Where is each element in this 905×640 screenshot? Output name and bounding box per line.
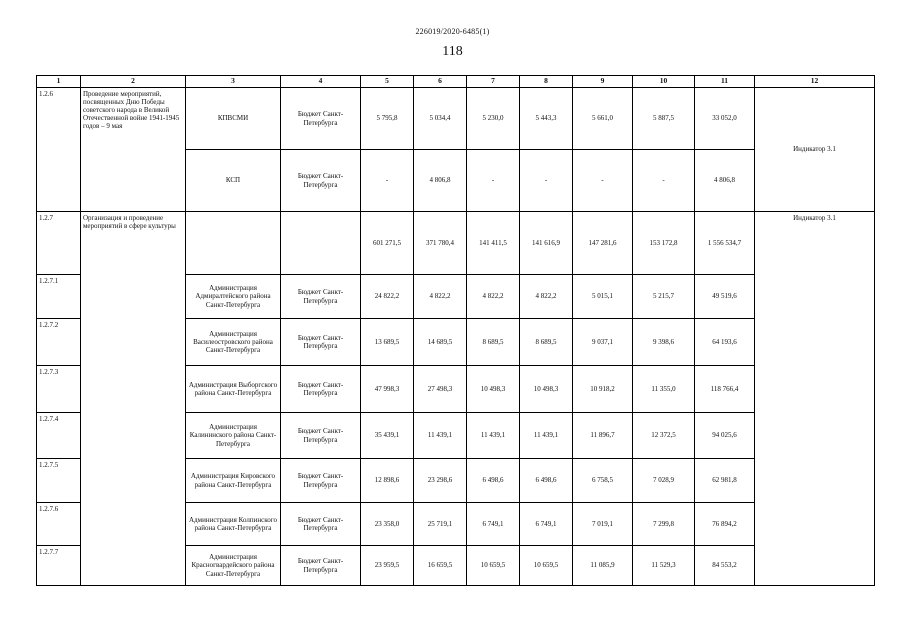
value-cell: 5 015,1 xyxy=(573,275,633,319)
funding-source: Бюджет Санкт-Петербурга xyxy=(281,503,361,546)
column-number: 8 xyxy=(520,76,573,88)
total-cell: 49 519,6 xyxy=(695,275,755,319)
indicator: Индикатор 3.1 xyxy=(755,88,875,212)
value-cell: 47 998,3 xyxy=(361,366,414,413)
value-cell: 10 918,2 xyxy=(573,366,633,413)
total-cell: 1 556 534,7 xyxy=(695,212,755,275)
value-cell: 11 439,1 xyxy=(467,413,520,459)
funding-source: Бюджет Санкт-Петербурга xyxy=(281,275,361,319)
funding-source: Бюджет Санкт-Петербурга xyxy=(281,319,361,366)
total-cell: 94 025,6 xyxy=(695,413,755,459)
indicator: Индикатор 3.1 xyxy=(755,212,875,586)
value-cell: 8 689,5 xyxy=(520,319,573,366)
value-cell: 14 689,5 xyxy=(414,319,467,366)
organization: Администрация Кировского района Санкт-Петербурга xyxy=(186,459,281,503)
total-cell: 64 193,6 xyxy=(695,319,755,366)
funding-source: Бюджет Санкт-Петербурга xyxy=(281,88,361,150)
activity-description: Проведение мероприятий, посвященных Дню Победы советского народа в Великой Отечественной войне 1941-1945 годов – 9 мая xyxy=(81,88,186,212)
value-cell: 9 037,1 xyxy=(573,319,633,366)
column-number: 5 xyxy=(361,76,414,88)
funding-source: Бюджет Санкт-Петербурга xyxy=(281,413,361,459)
value-cell: 141 616,9 xyxy=(520,212,573,275)
value-cell: 23 298,6 xyxy=(414,459,467,503)
value-cell: 10 498,3 xyxy=(467,366,520,413)
funding-source xyxy=(281,212,361,275)
value-cell: 7 299,8 xyxy=(633,503,695,546)
value-cell: 9 398,6 xyxy=(633,319,695,366)
funding-source: Бюджет Санкт-Петербурга xyxy=(281,546,361,586)
value-cell: 601 271,5 xyxy=(361,212,414,275)
value-cell: 153 172,8 xyxy=(633,212,695,275)
value-cell: 6 758,5 xyxy=(573,459,633,503)
value-cell: 10 498,3 xyxy=(520,366,573,413)
value-cell: 25 719,1 xyxy=(414,503,467,546)
value-cell: 5 215,7 xyxy=(633,275,695,319)
value-cell: 4 822,2 xyxy=(520,275,573,319)
row-number: 1.2.7.3 xyxy=(37,366,81,413)
value-cell: 7 019,1 xyxy=(573,503,633,546)
organization: Администрация Василеостровского района Санкт-Петербурга xyxy=(186,319,281,366)
value-cell: 23 959,5 xyxy=(361,546,414,586)
row-number: 1.2.7.2 xyxy=(37,319,81,366)
organization: КСП xyxy=(186,150,281,212)
organization: Администрация Адмиралтейского района Санкт-Петербурга xyxy=(186,275,281,319)
value-cell: 5 887,5 xyxy=(633,88,695,150)
row-number: 1.2.7.6 xyxy=(37,503,81,546)
total-cell: 62 981,8 xyxy=(695,459,755,503)
document-id: 226019/2020-6485(1) xyxy=(415,27,490,36)
value-cell: 12 372,5 xyxy=(633,413,695,459)
value-cell: - xyxy=(361,150,414,212)
column-number: 3 xyxy=(186,76,281,88)
value-cell: 11 529,3 xyxy=(633,546,695,586)
value-cell: 27 498,3 xyxy=(414,366,467,413)
value-cell: 5 230,0 xyxy=(467,88,520,150)
value-cell: 23 358,0 xyxy=(361,503,414,546)
organization: Администрация Калининского района Санкт-Петербурга xyxy=(186,413,281,459)
row-number: 1.2.7.5 xyxy=(37,459,81,503)
value-cell: 7 028,9 xyxy=(633,459,695,503)
activity-description: Организация и проведение мероприятий в сфере культуры xyxy=(81,212,186,586)
total-cell: 4 806,8 xyxy=(695,150,755,212)
value-cell: 6 498,6 xyxy=(467,459,520,503)
value-cell: 10 659,5 xyxy=(467,546,520,586)
funding-source: Бюджет Санкт-Петербурга xyxy=(281,150,361,212)
value-cell: 4 806,8 xyxy=(414,150,467,212)
funding-source: Бюджет Санкт-Петербурга xyxy=(281,459,361,503)
budget-table xyxy=(36,75,875,586)
value-cell: 12 898,6 xyxy=(361,459,414,503)
value-cell: 10 659,5 xyxy=(520,546,573,586)
value-cell: 11 085,9 xyxy=(573,546,633,586)
organization: Администрация Колпинского района Санкт-Петербурга xyxy=(186,503,281,546)
value-cell: - xyxy=(573,150,633,212)
total-cell: 118 766,4 xyxy=(695,366,755,413)
funding-source: Бюджет Санкт-Петербурга xyxy=(281,366,361,413)
column-number: 6 xyxy=(414,76,467,88)
column-number: 4 xyxy=(281,76,361,88)
value-cell: 6 498,6 xyxy=(520,459,573,503)
column-number: 1 xyxy=(37,76,81,88)
row-number: 1.2.6 xyxy=(37,88,81,212)
column-number: 2 xyxy=(81,76,186,88)
table-row xyxy=(37,212,875,275)
column-number: 7 xyxy=(467,76,520,88)
value-cell: 141 411,5 xyxy=(467,212,520,275)
row-number: 1.2.7.1 xyxy=(37,275,81,319)
value-cell: 11 896,7 xyxy=(573,413,633,459)
value-cell: - xyxy=(467,150,520,212)
row-number: 1.2.7.4 xyxy=(37,413,81,459)
value-cell: 13 689,5 xyxy=(361,319,414,366)
column-number: 10 xyxy=(633,76,695,88)
value-cell: - xyxy=(520,150,573,212)
total-cell: 33 052,0 xyxy=(695,88,755,150)
column-number: 11 xyxy=(695,76,755,88)
column-number: 9 xyxy=(573,76,633,88)
value-cell: 5 034,4 xyxy=(414,88,467,150)
organization: Администрация Выборгского района Санкт-Петербурга xyxy=(186,366,281,413)
page-number: 118 xyxy=(442,44,463,59)
row-number: 1.2.7 xyxy=(37,212,81,275)
value-cell: 11 355,0 xyxy=(633,366,695,413)
organization: Администрация Красногвардейского района Санкт-Петербурга xyxy=(186,546,281,586)
organization: КПВСМИ xyxy=(186,88,281,150)
value-cell: - xyxy=(633,150,695,212)
column-number: 12 xyxy=(755,76,875,88)
value-cell: 6 749,1 xyxy=(520,503,573,546)
value-cell: 11 439,1 xyxy=(414,413,467,459)
value-cell: 24 822,2 xyxy=(361,275,414,319)
value-cell: 4 822,2 xyxy=(467,275,520,319)
value-cell: 371 780,4 xyxy=(414,212,467,275)
value-cell: 35 439,1 xyxy=(361,413,414,459)
value-cell: 6 749,1 xyxy=(467,503,520,546)
value-cell: 5 795,8 xyxy=(361,88,414,150)
organization xyxy=(186,212,281,275)
value-cell: 5 661,0 xyxy=(573,88,633,150)
value-cell: 5 443,3 xyxy=(520,88,573,150)
value-cell: 16 659,5 xyxy=(414,546,467,586)
total-cell: 84 553,2 xyxy=(695,546,755,586)
value-cell: 4 822,2 xyxy=(414,275,467,319)
value-cell: 11 439,1 xyxy=(520,413,573,459)
value-cell: 8 689,5 xyxy=(467,319,520,366)
value-cell: 147 281,6 xyxy=(573,212,633,275)
total-cell: 76 894,2 xyxy=(695,503,755,546)
column-number-row xyxy=(37,76,875,88)
table-row xyxy=(37,88,875,150)
row-number: 1.2.7.7 xyxy=(37,546,81,586)
